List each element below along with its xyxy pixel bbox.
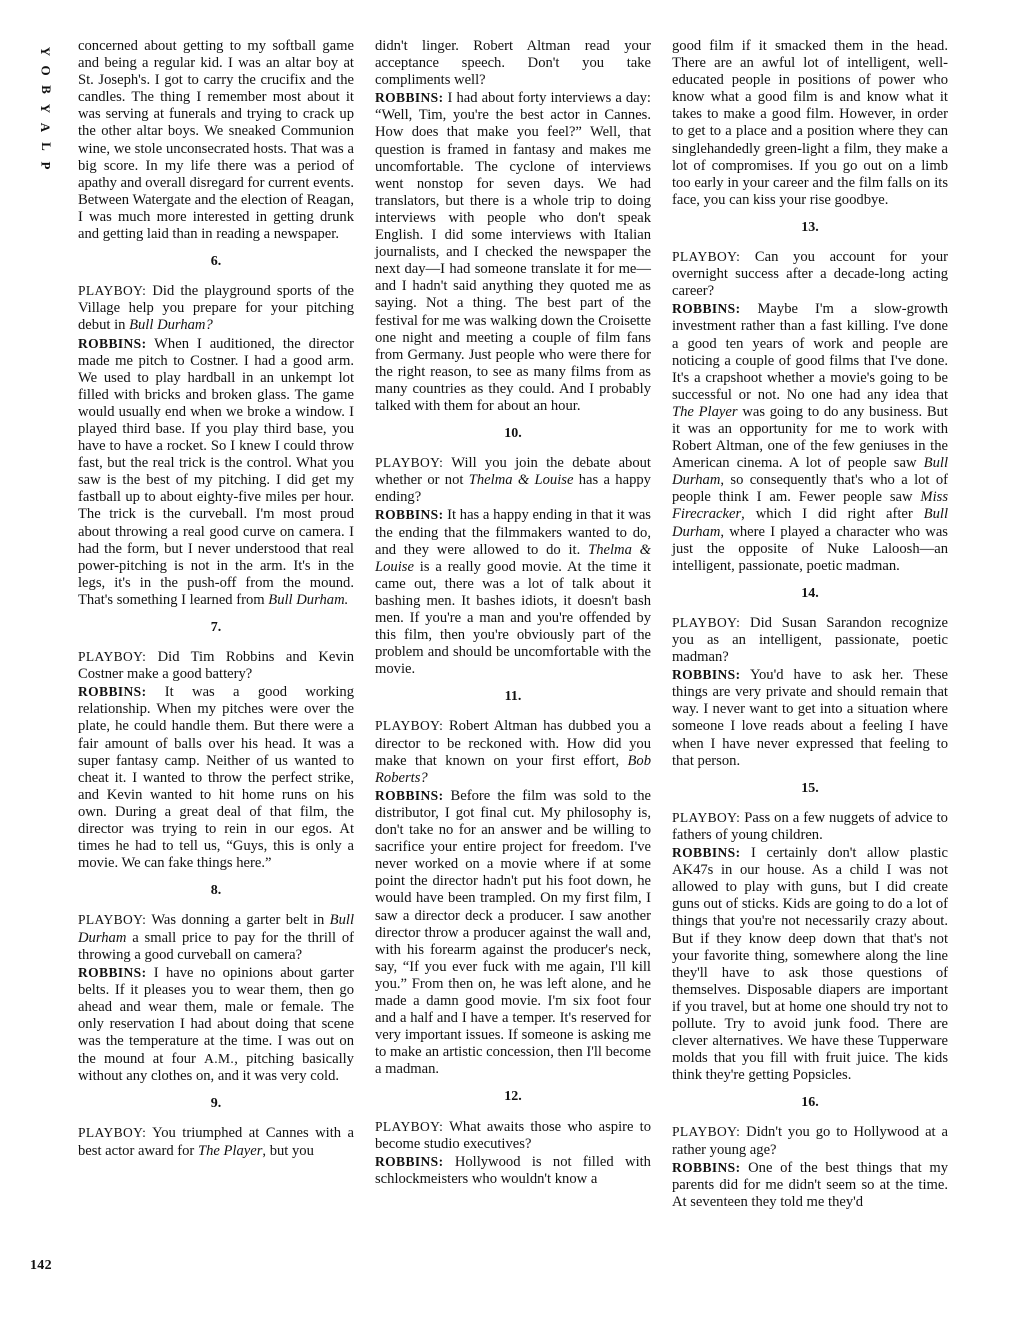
answer <box>375 506 651 678</box>
answer <box>672 1159 948 1211</box>
masthead-letter: Y <box>38 103 54 114</box>
article-column-2 <box>375 38 651 1188</box>
answer <box>78 335 354 610</box>
speaker-label: PLAYBOY: <box>672 249 741 265</box>
answer-text: I have no opinions about garter belts. If it pleases you to wear them, then go ahead and wear them, male or female. The only reservation I had about doing that scene was the temperature at the time. I was out on the mound at four <box>78 964 355 1068</box>
answer-text: Maybe I'm a slow-growth investment rather than a fast killing. I've done a good ten years of work and people are noticing a couple of good films that I've done. It's a crapshoot whether a movie's going to be successful or not. No one had any idea that <box>672 301 948 403</box>
speaker-label: ROBBINS: <box>375 1153 444 1169</box>
paragraph: concerned about getting to my softball game and being a regular kid. I was an altar boy at St. Joseph's. I got to carry the crucifix and the candles. The thing I remember most about it was serving at funerals and trying to crack up the other altar boys. We sneaked Communion wine, we stole unconsecrated hosts. That was a big score. In my life there was a period of apathy and overall disregard for current events. Between Watergate and the election of Reagan, I was much more interested in getting drunk and getting laid than in reading a newspaper. <box>78 38 354 243</box>
film-title: Bob Roberts? <box>375 752 651 786</box>
masthead-letter: P <box>38 161 54 170</box>
speaker-label: ROBBINS: <box>375 787 444 803</box>
masthead-letter: Y <box>38 46 54 57</box>
speaker-label: ROBBINS: <box>78 964 147 980</box>
question-number: 8. <box>210 883 222 899</box>
film-title: The Player <box>672 403 738 420</box>
question <box>375 1118 651 1153</box>
answer <box>375 787 651 1079</box>
question-number: 13. <box>801 219 819 235</box>
question-text: Did Tim Robbins and Kevin Costner make a good battery? <box>78 649 354 683</box>
answer <box>672 666 948 770</box>
question-number: 10. <box>504 426 522 442</box>
speaker-label: ROBBINS: <box>375 90 444 106</box>
time-abbrev: A.M. <box>204 1051 235 1067</box>
paragraph: didn't linger. Robert Altman read your acceptance speech. Don't you take compliments well? <box>375 38 651 89</box>
question-text: has a happy ending? <box>375 472 651 506</box>
answer-text: It was a good working relationship. When my pitches were over the plate, he could handle them. But there were a fair amount of balls over his head. It was a super fantasy camp. Neither of us wanted to cheat it. I wanted to throw the perfect strike, and Kevin wanted to hit home runs on his own. During a great deal of that film, the director was trying to rein in our egos. At times he had to tell us, “Guys, this is only a movie. We can fake things here.” <box>78 684 354 872</box>
paragraph: good film if it smacked them in the head. There are an awful lot of intelligent, well-educated people in positions of power who know what a good film is and know what it takes to make a good film. However, in order to get to a place and a position where they can singlehandedly green-light a film, they make a lot of compromises. If you go out on a limb too early in your career and the film falls on its face, you can kiss your rise goodbye. <box>672 38 948 208</box>
speaker-label: ROBBINS: <box>672 301 741 317</box>
question-number: 16. <box>801 1095 819 1111</box>
question-text: You triumphed at Cannes with a best actor award for <box>78 1125 354 1159</box>
answer-text: was going to do any business. But it was an opportunity for me to work with Robert Altman, one of the few geniuses in the American cinema. A lot of people saw <box>672 403 948 472</box>
answer-text: I had about forty interviews a day: “Well, Tim, you're the best actor in Cannes. How does that make you feel?” Well, that question is framed in fantasy and makes me uncomfortable. The cyclone of interviews went nonstop for seven days. We had translators, but there is a whole trip to doing interviews with people who don't speak English. I did some interviews with Italian journalists, and I checked the newspaper the next day—I had someone translate it for me—and I hadn't said anything they quoted me as saying. Not a thing. The best part of the festival for me was walking down the Croisette one night and meeting a couple of film fans from Germany. Just people who were there for the right reason, to see as many films from as many countries as they could. And I probably talked with them for about an hour. <box>375 90 651 414</box>
article-column-1 <box>78 38 354 1160</box>
speaker-label: PLAYBOY: <box>672 614 741 630</box>
speaker-label: PLAYBOY: <box>78 912 147 928</box>
answer <box>375 1153 651 1188</box>
film-title: Bull Durham <box>672 455 948 489</box>
question <box>78 648 354 683</box>
film-title: Bull Durham <box>78 912 354 946</box>
speaker-label: ROBBINS: <box>672 1159 741 1175</box>
question <box>672 809 948 844</box>
answer-text: , pitching basically without any clothes on, and it was very cold. <box>78 1051 354 1085</box>
question-number: 15. <box>801 780 819 796</box>
question-number: 11. <box>504 689 522 705</box>
film-title: Thelma & Louise <box>468 472 574 489</box>
answer-text: , so consequently that's who a lot of people think I am. Fewer people saw <box>672 472 948 506</box>
speaker-label: PLAYBOY: <box>78 1125 147 1141</box>
question-number: 14. <box>801 585 819 601</box>
answer-text: It has a happy ending in that it was the ending that the filmmakers wanted to do, and they were allowed to do it. <box>375 507 651 558</box>
answer <box>672 844 948 1084</box>
speaker-label: ROBBINS: <box>78 335 147 351</box>
page-number: 142 <box>30 1258 52 1273</box>
film-title: The Player <box>197 1142 263 1159</box>
answer <box>78 964 354 1086</box>
answer-text: , where I played a character who was just the opposite of Nuke Laloosh—an intelligent, passionate, poetic madman. <box>672 523 948 574</box>
question-text: What awaits those who aspire to become studio executives? <box>375 1118 651 1152</box>
speaker-label: PLAYBOY: <box>375 1118 444 1134</box>
question <box>375 717 651 786</box>
question-text: a small price to pay for the thrill of throwing a good curveball on camera? <box>78 929 354 963</box>
question-text: Can you account for your overnight success after a decade-long acting career? <box>672 249 949 300</box>
speaker-label: ROBBINS: <box>672 667 741 683</box>
question <box>672 614 948 666</box>
question <box>78 911 354 963</box>
film-title: Bull Durham <box>672 506 948 540</box>
question-text: Robert Altman has dubbed you a director to be reckoned with. How did you make that known on your first effort, <box>375 718 651 769</box>
question <box>78 1124 354 1159</box>
playboy-masthead <box>34 42 58 175</box>
answer-text: Before the film was sold to the distributor, I got final cut. My philosophy is, don't take no for an answer and be willing to sacrifice your entire project for freedom. I've never worked on a movie where if at some point the director hadn't put his foot down, he would have been trampled. On my first film, I saw a director deck a producer. I saw another director throw a producer against the wall and, with his forearm against the producer's neck, say, “If you ever fuck with me again, I'll kill you.” From then on, he was left alone, and he made a damn good movie. I'm six foot four and a half and I have a temper. It's reserved for very important issues. If someone is asking me to make an artistic concession, then I'll become a madman. <box>375 787 652 1078</box>
question-text: Did Susan Sarandon recognize you as an intelligent, passionate, poetic madman? <box>672 614 948 666</box>
question-text: Didn't you go to Hollywood at a rather young age? <box>672 1124 949 1158</box>
answer-text: I certainly don't allow plastic AK47s in our house. As a child I was not allowed to play with guns, but I did create guns out of sticks. Kids are going to do a lot of things that you're not necessarily crazy about. But if they know deep down that that's not your favorite thing, somewhere along the line they'll have to ask those questions of themselves. Disposable diapers are important if you travel, but at home one should try not to pollute. Try to avoid junk food. There are clever alternatives. We have these Tupperware molds that you fill with fruit juice. The kids think they're getting Popsicles. <box>672 845 948 1084</box>
question-text: Was donning a garter belt in <box>151 912 325 929</box>
speaker-label: ROBBINS: <box>375 507 444 523</box>
masthead-letter: L <box>38 142 54 151</box>
question <box>672 1123 948 1158</box>
answer <box>672 300 948 575</box>
answer-text: , which I did right after <box>741 506 913 523</box>
masthead-letter: A <box>38 122 54 133</box>
speaker-label: PLAYBOY: <box>375 455 444 471</box>
masthead-letter: O <box>38 65 54 76</box>
speaker-label: PLAYBOY: <box>672 809 741 825</box>
question-text: , but you <box>262 1142 314 1159</box>
speaker-label: ROBBINS: <box>672 845 741 861</box>
question <box>78 282 354 334</box>
answer-text: is a really good movie. At the time it came out, there was a lot of talk about it bashing men. It bashes idiots, it doesn't bash men. If you're a man and you're offended by this film, then you're obviously part of the problem and should be uncomfortable with the movie. <box>375 558 651 678</box>
film-title: Bull Durham. <box>268 591 349 608</box>
answer-text: You'd have to ask her. These things are very private and should remain that way. I never want to get into a situation where someone I love reads about a feeling I have when I have never expressed that feeling to that person. <box>672 667 948 769</box>
answer <box>78 683 354 872</box>
question-number: 6. <box>210 254 222 270</box>
answer <box>375 89 651 415</box>
question <box>375 454 651 506</box>
question-text: Did the playground sports of the Village help you prepare for your pitching debut in <box>78 283 354 334</box>
article-column-3 <box>672 38 948 1211</box>
question-number: 9. <box>210 1096 222 1112</box>
film-title: Miss Firecracker <box>672 489 948 523</box>
question-number: 7. <box>210 620 222 635</box>
film-title: Bull Durham? <box>129 317 213 334</box>
question <box>672 248 948 300</box>
speaker-label: ROBBINS: <box>78 684 147 700</box>
answer-text: When I auditioned, the director made me pitch to Costner. I had a good arm. We used to play hardball in an unkempt lot filled with bricks and broken glass. The game would usually end when we broke a window. I played third base. If you play third base, you have to have a rocket. So I knew I could throw fast, but the real trick is the control. What you saw is the best of my pitching. I did get my fastball up to about eighty-five miles per hour. The trick is the curveball. I'm most proud about throwing a real good curve on camera. I had the form, but I never understood that real power-pitching is not in the arm. It's in the legs, it's in the push-off from the mound. That's something I learned from <box>78 335 354 608</box>
speaker-label: PLAYBOY: <box>78 283 147 299</box>
answer-text: One of the best things that my parents did for me didn't seem so at the time. At seventeen they told me they'd <box>672 1159 948 1210</box>
speaker-label: PLAYBOY: <box>375 718 444 734</box>
question-text: Pass on a few nuggets of advice to fathers of young children. <box>672 809 948 843</box>
speaker-label: PLAYBOY: <box>78 649 147 665</box>
question-text: Will you join the debate about whether or not <box>375 455 651 489</box>
answer-text: Hollywood is not filled with schlockmeisters who wouldn't know a <box>375 1153 651 1187</box>
masthead-letter: B <box>38 85 54 94</box>
film-title: Thelma & Louise <box>375 541 652 575</box>
speaker-label: PLAYBOY: <box>672 1124 741 1140</box>
question-number: 12. <box>504 1089 522 1105</box>
